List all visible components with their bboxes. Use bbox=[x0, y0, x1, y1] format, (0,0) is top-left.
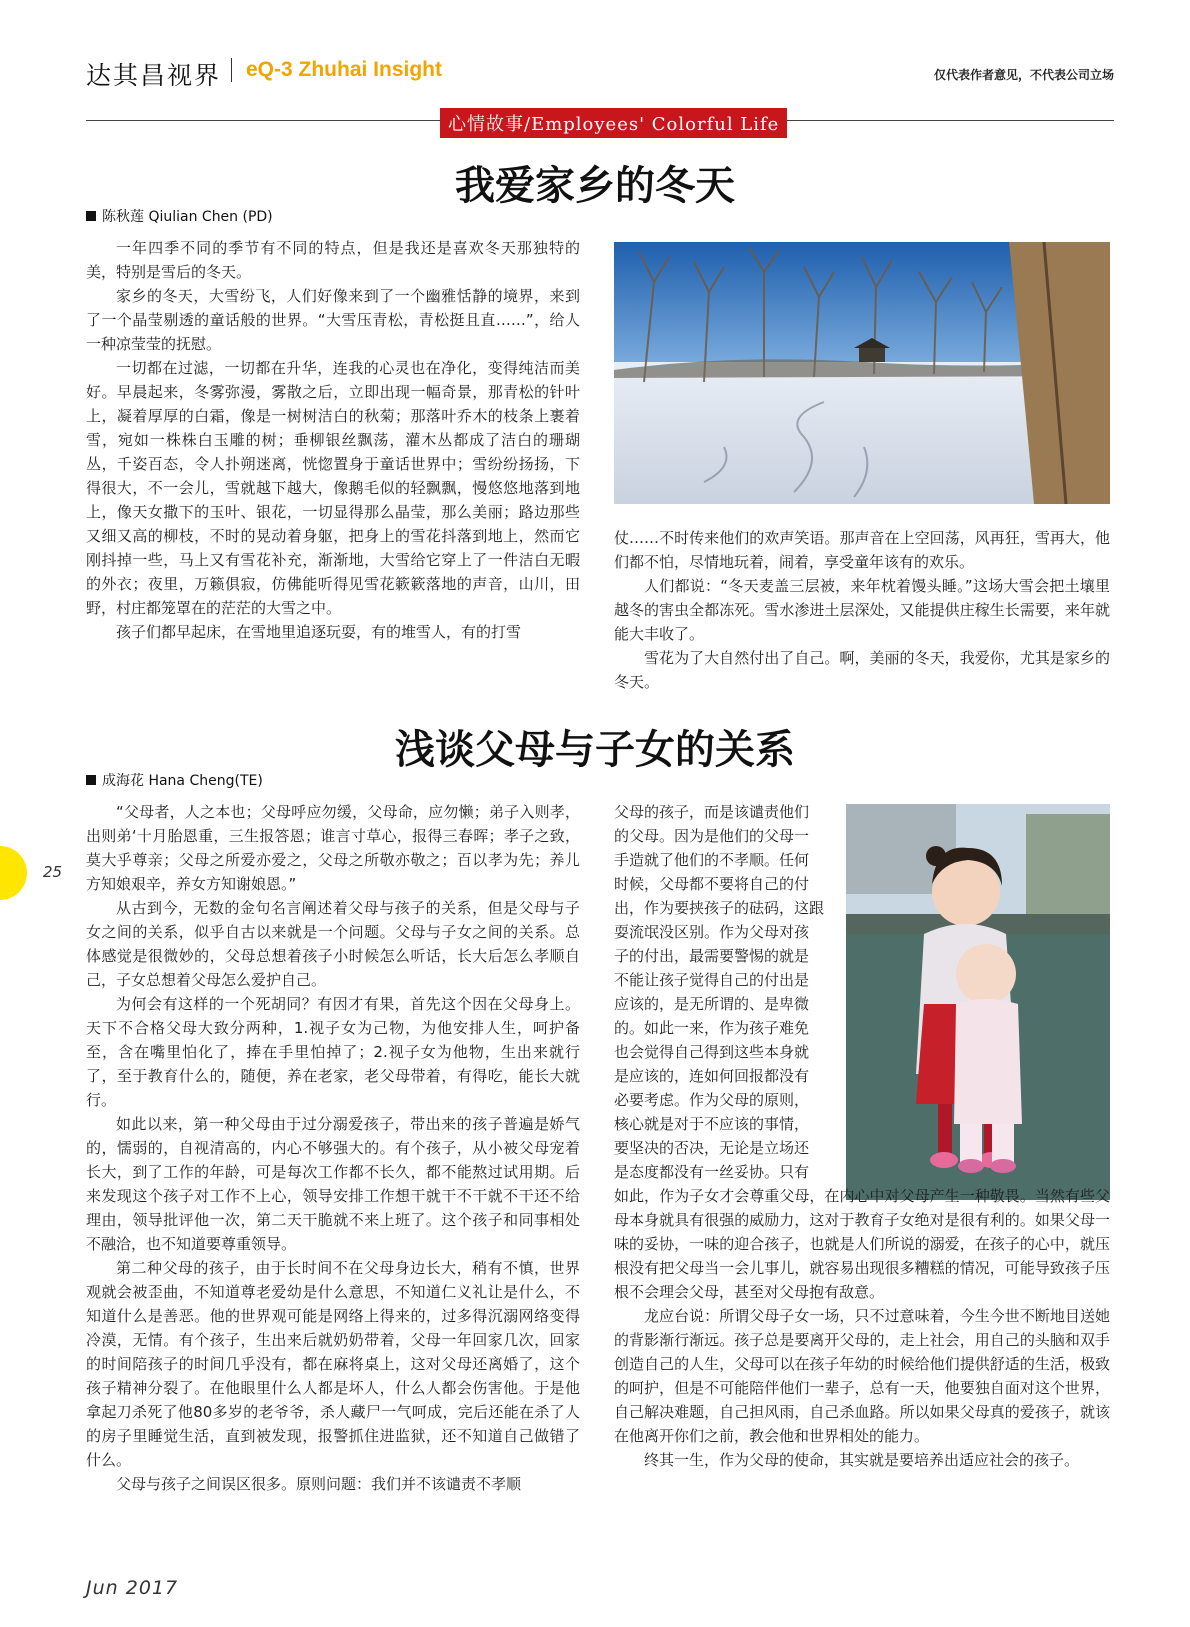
paragraph: 龙应台说：所谓父母子女一场，只不过意味着，今生今世不断地目送她的背影渐行渐远。孩子总是要离开父母的，走上社会，用自己的头脑和双手创造自己的人生，父母可以在孩子年幼的时候给他们提供舒适的生活，极致的呵护，但是不可能陪伴他们一辈子，总有一天，他要独自面对这个世界，自己解决难题，自己担风雨，自己杀血路。所以如果父母真的爱孩子，就该在他离开你们之前，教会他和世界相处的能力。 bbox=[614, 1307, 1110, 1445]
article2-author bbox=[86, 770, 263, 790]
paragraph: “父母者，人之本也；父母呼应勿缓，父母命，应勿懒；弟子入则孝，出则弟‘十月胎恩重，三生报答恩；谁言寸草心，报得三春晖；孝子之致，莫大乎尊亲；父母之所爱亦爱之，父母之所敬亦敬之；百以孝为先；养儿方知娘艰辛，养女方知谢娘恩。” bbox=[86, 803, 580, 893]
article1-title: 我爱家乡的冬天 bbox=[455, 162, 735, 209]
author-bullet bbox=[86, 775, 96, 785]
snow-photo bbox=[614, 242, 1110, 504]
paragraph: 仗……不时传来他们的欢声笑语。那声音在上空回荡，风再狂，雪再大，他们都不怕，尽情地玩着，闹着，享受童年该有的欢乐。 bbox=[614, 529, 1110, 571]
text-line: 也会觉得自己得到这些本身就 bbox=[614, 1043, 810, 1061]
section-banner: 心情故事/Employees' Colorful Life bbox=[440, 108, 787, 138]
disclaimer: 仅代表作者意见，不代表公司立场 bbox=[933, 68, 1114, 82]
paragraph: 孩子们都早起床，在雪地里追逐玩耍，有的堆雪人，有的打雪 bbox=[116, 623, 522, 641]
paragraph: 人们都说：“冬天麦盖三层被，来年枕着馒头睡。”这场大雪会把土壤里越冬的害虫全都冻死。雪水渗进土层深处，又能提供庄稼生长需要，来年就能大丰收了。 bbox=[614, 577, 1110, 643]
children-photo bbox=[846, 804, 1110, 1200]
text-line: 出，作为要挟孩子的砝码，这跟 bbox=[614, 899, 825, 917]
text-line: 的。如此一来，作为孩子难免 bbox=[614, 1019, 810, 1037]
article2-left-column bbox=[86, 800, 580, 1496]
snow-photo-image bbox=[614, 242, 1110, 504]
article1-author-name: 陈秋莲 Qiulian Chen (PD) bbox=[102, 209, 273, 225]
article1-left-column bbox=[86, 236, 580, 644]
paragraph: 如此以来，第一种父母由于过分溺爱孩子，带出来的孩子普遍是娇气的，懦弱的，自视清高的，内心不够强大的。有个孩子，从小被父母宠着长大，到了工作的年龄，可是每次工作都不长久，都不能熬过试用期。后来发现这个孩子对工作不上心，领导安排工作想干就干不干就不干还不给理由，领导批评他一次，第二天干脆就不来上班了。这个孩子和同事相处不融洽，也不知道要尊重领导。 bbox=[86, 1115, 580, 1253]
text-line: 要坚决的否决，无论是立场还 bbox=[614, 1139, 810, 1157]
author-bullet bbox=[86, 211, 96, 221]
paragraph: 终其一生，作为父母的使命，其实就是要培养出适应社会的孩子。 bbox=[644, 1451, 1080, 1469]
header-divider bbox=[231, 58, 232, 82]
text-line: 是态度都没有一丝妥协。只有 bbox=[614, 1163, 810, 1181]
article1-author bbox=[86, 206, 273, 226]
text-line: 父母的孩子，而是该谴责他们 bbox=[614, 803, 810, 821]
text-line: 时候，父母都不要将自己的付 bbox=[614, 875, 810, 893]
text-line: 核心就是对于不应该的事情， bbox=[614, 1115, 810, 1133]
paragraph: 为何会有这样的一个死胡同？有因才有果，首先这个因在父母身上。天下不合格父母大致分两种，1.视子女为己物，为他安排人生，呵护备至，含在嘴里怕化了，捧在手里怕掉了；2.视子女为他物，生出来就行了，至于教育什么的，随便，养在老家，老父母带着，有得吃，能长大就行。 bbox=[86, 995, 580, 1109]
paragraph: 第二种父母的孩子，由于长时间不在父母身边长大，稍有不慎，世界观就会被歪曲，不知道尊老爱幼是什么意思，不知道仁义礼让是什么，不知道什么是善恶。他的世界观可能是网络上得来的，过多得沉溺网络变得冷漠，无情。有个孩子，生出来后就奶奶带着，父母一年回家几次，回家的时间陪孩子的时间几乎没有，都在麻将桌上，这对父母还离婚了，这个孩子精神分裂了。在他眼里什么人都是坏人，什么人都会伤害他。于是他拿起刀杀死了他80多岁的老爷爷，杀人藏尸一气呵成，完后还能在杀了人的房子里睡觉生活，直到被发现，报警抓住进监狱，还不知道自己做错了什么。 bbox=[86, 1259, 580, 1469]
magazine-title-en: eQ-3 Zhuhai Insight bbox=[246, 58, 443, 81]
text-line: 是应该的，连如何回报都没有 bbox=[614, 1067, 810, 1085]
text-line: 应该的，是无所谓的、是卑微 bbox=[614, 995, 810, 1013]
paragraph: 家乡的冬天，大雪纷飞，人们好像来到了一个幽雅恬静的境界，来到了一个晶莹剔透的童话般的世界。“大雪压青松，青松挺且直……”，给人一种凉莹莹的抚慰。 bbox=[86, 287, 580, 353]
article2-title: 浅谈父母与子女的关系 bbox=[395, 726, 795, 773]
article2-right-column bbox=[614, 1184, 1110, 1472]
children-photo-image bbox=[846, 804, 1110, 1200]
article1-right-column bbox=[614, 526, 1110, 694]
paragraph: 一年四季不同的季节有不同的特点，但是我还是喜欢冬天那独特的美，特别是雪后的冬天。 bbox=[86, 239, 580, 281]
paragraph: 一切都在过滤，一切都在升华，连我的心灵也在净化，变得纯洁而美好。早晨起来，冬雾弥漫，雾散之后，立即出现一幅奇景，那青松的针叶上，凝着厚厚的白霜，像是一树树洁白的秋菊；那落叶乔木的枝条上裹着雪，宛如一株株白玉雕的树；垂柳银丝飘荡，灌木丛都成了洁白的珊瑚丛，千姿百态，令人扑朔迷离，恍惚置身于童话世界中；雪纷纷扬扬，下得很大，不一会儿，雪就越下越大，像鹅毛似的轻飘飘，慢悠悠地落到地上，像天女撒下的玉叶、银花，一切显得那么晶莹，那么美丽；路边那些又细又高的柳枝，不时的晃动着身躯，把身上的雪花抖落到地上，然而它刚抖掉一些，马上又有雪花补充，渐渐地，大雪给它穿上了一件洁白无暇的外衣；夜里，万籁俱寂，仿佛能听得见雪花簌簌落地的声音，山川，田野，村庄都笼罩在的茫茫的大雪之中。 bbox=[86, 359, 580, 617]
article2-author-name: 成海花 Hana Cheng(TE) bbox=[102, 773, 263, 789]
text-line: 子的付出，最需要警惕的就是 bbox=[614, 947, 810, 965]
paragraph: 父母与孩子之间误区很多。原则问题：我们并不该谴责不孝顺 bbox=[116, 1475, 522, 1493]
text-line: 耍流氓没区别。作为父母对孩 bbox=[614, 923, 810, 941]
text-line: 必要考虑。作为父母的原则， bbox=[614, 1091, 810, 1109]
article2-right-narrow-column bbox=[614, 800, 836, 1184]
paragraph: 雪花为了大自然付出了自己。啊，美丽的冬天，我爱你，尤其是家乡的冬天。 bbox=[614, 649, 1110, 691]
paragraph: 从古到今，无数的金句名言阐述着父母与孩子的关系，但是父母与子女之间的关系，似乎自古以来就是一个问题。父母与子女之间的关系。总体感觉是很微妙的，父母总想着孩子小时候怎么听话，长大后怎么孝顺自己，子女总想着父母怎么爱护自己。 bbox=[86, 899, 580, 989]
issue-date: Jun 2017 bbox=[86, 1577, 179, 1599]
text-line: 不能让孩子觉得自己的付出是 bbox=[614, 971, 810, 989]
magazine-title-cn: 达其昌视界 bbox=[86, 61, 222, 90]
paragraph: 如此，作为子女才会尊重父母，在内心中对父母产生一种敬畏。当然有些父母本身就具有很强的威励力，这对于教育子女绝对是很有利的。如果父母一味的妥协，一味的迎合孩子，也就是人们所说的溺爱，在孩子的心中，就压根没有把父母当一会儿事儿，就容易出现很多糟糕的情况，可能导致孩子压根不会理会父母，甚至对父母抱有敌意。 bbox=[614, 1187, 1110, 1301]
page-number: 25 bbox=[43, 863, 63, 881]
text-line: 手造就了他们的不孝顺。任何 bbox=[614, 851, 810, 869]
page-marker-dot bbox=[0, 846, 27, 900]
text-line: 的父母。因为是他们的父母一 bbox=[614, 827, 810, 845]
